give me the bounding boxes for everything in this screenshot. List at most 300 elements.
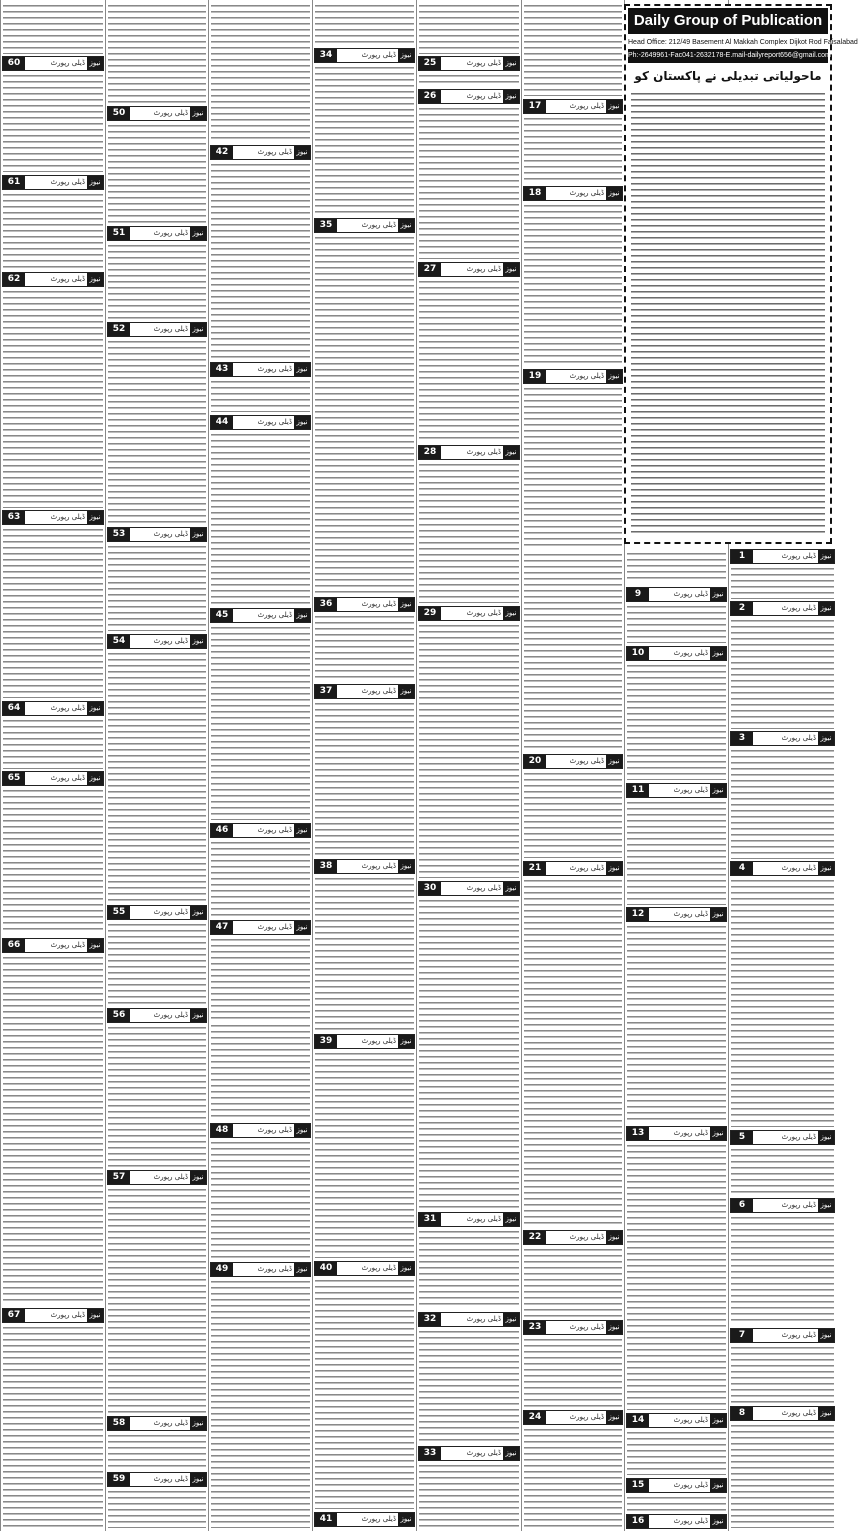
- section-label: ڈیلی رپورٹ: [569, 102, 604, 110]
- article-text: [315, 64, 414, 216]
- section-tag: نیوز: [710, 1515, 726, 1528]
- section-tag: نیوز: [606, 100, 622, 113]
- section-tag: نیوز: [606, 1411, 622, 1424]
- article-number: 59: [108, 1473, 130, 1486]
- article-header-19: [523, 369, 623, 384]
- article-number: 63: [3, 511, 25, 524]
- section-label: ڈیلی رپورٹ: [466, 1315, 501, 1323]
- section-label: ڈیلی رپورٹ: [781, 1201, 816, 1209]
- article-header-54: [107, 634, 207, 649]
- article-header-28: [418, 445, 520, 460]
- section-tag: نیوز: [503, 90, 519, 103]
- article-header-35: [314, 218, 415, 233]
- section-label: ڈیلی رپورٹ: [257, 418, 292, 426]
- article-header-2: [730, 601, 835, 616]
- article-text: [108, 1186, 206, 1414]
- article-text: [315, 700, 414, 856]
- article-text: [627, 799, 726, 905]
- column-6: [521, 0, 624, 1531]
- section-label: ڈیلی رپورٹ: [153, 1011, 188, 1019]
- section-tag: نیوز: [294, 146, 310, 159]
- section-tag: نیوز: [818, 862, 834, 875]
- article-number: 23: [524, 1321, 546, 1334]
- article-number: 50: [108, 107, 130, 120]
- article-number: 62: [3, 273, 25, 286]
- article-number: 33: [419, 1447, 441, 1460]
- article-text: [211, 378, 310, 412]
- article-number: 65: [3, 772, 25, 785]
- section-tag: نیوز: [190, 528, 206, 541]
- section-tag: نیوز: [190, 1009, 206, 1022]
- section-label: ڈیلی رپورٹ: [569, 372, 604, 380]
- article-header-63: [2, 510, 104, 525]
- section-label: ڈیلی رپورٹ: [781, 1331, 816, 1339]
- article-header-37: [314, 684, 415, 699]
- section-tag: نیوز: [87, 1309, 103, 1322]
- section-label: ڈیلی رپورٹ: [153, 1419, 188, 1427]
- article-text: [108, 1024, 206, 1168]
- article-number: 52: [108, 323, 130, 336]
- section-tag: نیوز: [710, 588, 726, 601]
- article-header-40: [314, 1261, 415, 1276]
- article-text: [731, 1422, 834, 1528]
- article-number: 61: [3, 176, 25, 189]
- article-header-27: [418, 262, 520, 277]
- section-label: ڈیلی رپورٹ: [466, 1449, 501, 1457]
- article-number: 28: [419, 446, 441, 459]
- article-header-57: [107, 1170, 207, 1185]
- section-tag: نیوز: [294, 609, 310, 622]
- article-text: [419, 622, 519, 878]
- section-tag: نیوز: [818, 732, 834, 745]
- article-number: 15: [627, 1479, 649, 1492]
- section-label: ڈیلی رپورٹ: [361, 600, 396, 608]
- section-tag: نیوز: [503, 263, 519, 276]
- article-text: [315, 2, 414, 46]
- article-header-44: [210, 415, 311, 430]
- article-header-15: [626, 1478, 727, 1493]
- article-text: [3, 717, 103, 769]
- section-tag: نیوز: [87, 57, 103, 70]
- article-header-45: [210, 608, 311, 623]
- article-number: 38: [315, 860, 337, 873]
- article-header-3: [730, 731, 835, 746]
- article-header-8: [730, 1406, 835, 1421]
- article-text: [3, 288, 103, 508]
- article-header-42: [210, 145, 311, 160]
- article-text: [211, 2, 310, 142]
- article-header-34: [314, 48, 415, 63]
- article-number: 4: [731, 862, 753, 875]
- section-tag: نیوز: [87, 702, 103, 715]
- article-text: [419, 1328, 519, 1444]
- article-number: 29: [419, 607, 441, 620]
- article-text: [211, 161, 310, 359]
- section-tag: نیوز: [87, 273, 103, 286]
- article-text: [524, 115, 622, 183]
- article-header-39: [314, 1034, 415, 1049]
- article-text: [419, 1462, 519, 1528]
- section-label: ڈیلی رپورٹ: [50, 704, 85, 712]
- section-tag: نیوز: [606, 1231, 622, 1244]
- section-label: ڈیلی رپورٹ: [50, 774, 85, 782]
- article-header-13: [626, 1126, 727, 1141]
- section-label: ڈیلی رپورٹ: [257, 1265, 292, 1273]
- article-header-24: [523, 1410, 623, 1425]
- section-label: ڈیلی رپورٹ: [673, 1416, 708, 1424]
- article-text: [315, 613, 414, 681]
- article-number: 37: [315, 685, 337, 698]
- section-tag: نیوز: [503, 57, 519, 70]
- section-tag: نیوز: [190, 1417, 206, 1430]
- section-label: ڈیلی رپورٹ: [361, 1037, 396, 1045]
- section-label: ڈیلی رپورٹ: [569, 189, 604, 197]
- section-tag: نیوز: [398, 49, 414, 62]
- article-header-50: [107, 106, 207, 121]
- article-number: 10: [627, 647, 649, 660]
- article-number: 41: [315, 1513, 337, 1526]
- article-number: 3: [731, 732, 753, 745]
- section-tag: نیوز: [398, 685, 414, 698]
- section-label: ڈیلی رپورٹ: [50, 941, 85, 949]
- article-number: 6: [731, 1199, 753, 1212]
- section-label: ڈیلی رپورٹ: [153, 530, 188, 538]
- section-label: ڈیلی رپورٹ: [673, 910, 708, 918]
- article-number: 36: [315, 598, 337, 611]
- section-tag: نیوز: [294, 824, 310, 837]
- section-label: ڈیلی رپورٹ: [153, 109, 188, 117]
- section-label: ڈیلی رپورٹ: [361, 687, 396, 695]
- article-text: [108, 543, 206, 631]
- article-text: [524, 202, 622, 366]
- article-number: 19: [524, 370, 546, 383]
- section-label: ڈیلی رپورٹ: [153, 637, 188, 645]
- article-text: [3, 1324, 103, 1528]
- article-number: 26: [419, 90, 441, 103]
- article-text: [419, 461, 519, 603]
- article-header-29: [418, 606, 520, 621]
- section-label: ڈیلی رپورٹ: [781, 1133, 816, 1141]
- article-header-31: [418, 1212, 520, 1227]
- article-text: [211, 1022, 310, 1120]
- article-text: [419, 1228, 519, 1308]
- article-header-49: [210, 1262, 311, 1277]
- article-text: [524, 877, 622, 1227]
- section-label: ڈیلی رپورٹ: [50, 275, 85, 283]
- section-tag: نیوز: [503, 1313, 519, 1326]
- article-text: [108, 242, 206, 320]
- article-text: [731, 1146, 834, 1194]
- section-tag: نیوز: [87, 772, 103, 785]
- section-label: ڈیلی رپورٹ: [50, 178, 85, 186]
- article-text: [419, 2, 519, 54]
- article-header-38: [314, 859, 415, 874]
- article-number: 17: [524, 100, 546, 113]
- article-text: [211, 1278, 310, 1528]
- article-header-11: [626, 783, 727, 798]
- article-header-4: [730, 861, 835, 876]
- section-tag: نیوز: [190, 906, 206, 919]
- article-text: [627, 662, 726, 780]
- article-text: [3, 72, 103, 172]
- section-tag: نیوز: [818, 1329, 834, 1342]
- section-tag: نیوز: [190, 635, 206, 648]
- section-label: ڈیلی رپورٹ: [257, 826, 292, 834]
- article-text: [3, 2, 103, 54]
- section-tag: نیوز: [818, 1131, 834, 1144]
- article-number: 58: [108, 1417, 130, 1430]
- article-header-48: [210, 1123, 311, 1138]
- masthead-box: [624, 4, 858, 544]
- article-header-59: [107, 1472, 207, 1487]
- article-number: 60: [3, 57, 25, 70]
- section-tag: نیوز: [606, 755, 622, 768]
- article-number: 47: [211, 921, 233, 934]
- section-tag: نیوز: [710, 1127, 726, 1140]
- section-tag: نیوز: [398, 860, 414, 873]
- section-tag: نیوز: [294, 416, 310, 429]
- article-number: 18: [524, 187, 546, 200]
- section-tag: نیوز: [818, 602, 834, 615]
- section-label: ڈیلی رپورٹ: [153, 908, 188, 916]
- section-tag: نیوز: [606, 862, 622, 875]
- section-label: ڈیلی رپورٹ: [466, 448, 501, 456]
- article-number: 25: [419, 57, 441, 70]
- section-label: ڈیلی رپورٹ: [50, 513, 85, 521]
- article-number: 20: [524, 755, 546, 768]
- section-label: ڈیلی رپورٹ: [673, 1517, 708, 1525]
- article-number: 48: [211, 1124, 233, 1137]
- column-2: [105, 0, 208, 1531]
- section-label: ڈیلی رپورٹ: [257, 611, 292, 619]
- section-tag: نیوز: [294, 1263, 310, 1276]
- article-text: [419, 105, 519, 259]
- section-label: ڈیلی رپورٹ: [466, 1215, 501, 1223]
- section-tag: نیوز: [398, 1035, 414, 1048]
- article-text: [627, 1429, 726, 1475]
- article-header-32: [418, 1312, 520, 1327]
- article-header-67: [2, 1308, 104, 1323]
- article-number: 24: [524, 1411, 546, 1424]
- article-number: 32: [419, 1313, 441, 1326]
- article-number: 22: [524, 1231, 546, 1244]
- article-header-41: [314, 1512, 415, 1527]
- article-text: [627, 1142, 726, 1410]
- article-number: 67: [3, 1309, 25, 1322]
- column-5: [416, 0, 521, 1531]
- article-number: 27: [419, 263, 441, 276]
- article-number: 11: [627, 784, 649, 797]
- article-text: [627, 603, 726, 643]
- article-number: 57: [108, 1171, 130, 1184]
- article-text: [419, 897, 519, 1209]
- article-text: [627, 550, 726, 582]
- article-number: 46: [211, 824, 233, 837]
- article-number: 7: [731, 1329, 753, 1342]
- article-number: 35: [315, 219, 337, 232]
- section-label: ڈیلی رپورٹ: [153, 325, 188, 333]
- article-header-18: [523, 186, 623, 201]
- article-number: 13: [627, 1127, 649, 1140]
- article-text: [731, 877, 834, 1127]
- article-text: [524, 1336, 622, 1408]
- article-number: 42: [211, 146, 233, 159]
- section-tag: نیوز: [87, 176, 103, 189]
- section-label: ڈیلی رپورٹ: [569, 1323, 604, 1331]
- article-text: [108, 921, 206, 1005]
- article-header-46: [210, 823, 311, 838]
- article-number: 43: [211, 363, 233, 376]
- section-tag: نیوز: [710, 1414, 726, 1427]
- section-label: ڈیلی رپورٹ: [466, 92, 501, 100]
- article-text: [108, 2, 206, 104]
- section-label: ڈیلی رپورٹ: [361, 1264, 396, 1272]
- article-text: [3, 787, 103, 934]
- article-number: 9: [627, 588, 649, 601]
- article-header-26: [418, 89, 520, 104]
- section-label: ڈیلی رپورٹ: [257, 148, 292, 156]
- section-tag: نیوز: [398, 1513, 414, 1526]
- article-text: [315, 234, 414, 594]
- column-4: [312, 0, 416, 1531]
- article-header-5: [730, 1130, 835, 1145]
- section-label: ڈیلی رپورٹ: [673, 649, 708, 657]
- section-label: ڈیلی رپورٹ: [257, 365, 292, 373]
- article-header-23: [523, 1320, 623, 1335]
- section-label: ڈیلی رپورٹ: [361, 1515, 396, 1523]
- section-label: ڈیلی رپورٹ: [361, 51, 396, 59]
- article-header-17: [523, 99, 623, 114]
- article-header-58: [107, 1416, 207, 1431]
- article-text: [731, 1214, 834, 1324]
- section-tag: نیوز: [190, 1171, 206, 1184]
- section-tag: نیوز: [503, 1213, 519, 1226]
- section-tag: نیوز: [190, 1473, 206, 1486]
- section-tag: نیوز: [190, 227, 206, 240]
- article-text: [524, 1246, 622, 1318]
- column-3: [208, 0, 312, 1531]
- section-label: ڈیلی رپورٹ: [361, 221, 396, 229]
- article-text: [524, 1426, 622, 1528]
- article-header-33: [418, 1446, 520, 1461]
- article-header-53: [107, 527, 207, 542]
- article-header-51: [107, 226, 207, 241]
- article-number: 39: [315, 1035, 337, 1048]
- section-tag: نیوز: [606, 187, 622, 200]
- article-number: 5: [731, 1131, 753, 1144]
- article-number: 56: [108, 1009, 130, 1022]
- section-tag: نیوز: [710, 647, 726, 660]
- section-label: ڈیلی رپورٹ: [361, 862, 396, 870]
- article-text: [419, 278, 519, 442]
- section-tag: نیوز: [503, 607, 519, 620]
- article-number: 34: [315, 49, 337, 62]
- article-text: [211, 936, 310, 1020]
- article-text: [627, 1494, 726, 1512]
- section-label: ڈیلی رپورٹ: [673, 786, 708, 794]
- article-header-30: [418, 881, 520, 896]
- lead-headline: ماحولیاتی تبدیلی نے پاکستان کو: [634, 69, 822, 83]
- section-tag: نیوز: [503, 1447, 519, 1460]
- article-header-10: [626, 646, 727, 661]
- article-header-65: [2, 771, 104, 786]
- article-number: 51: [108, 227, 130, 240]
- article-number: 55: [108, 906, 130, 919]
- section-tag: نیوز: [710, 784, 726, 797]
- article-header-62: [2, 272, 104, 287]
- section-label: ڈیلی رپورٹ: [569, 1233, 604, 1241]
- masthead-office-address: Head Office: 212/49 Basement Al Makkah Complex Dijkot Rod Faisalabad: [628, 39, 858, 46]
- section-label: ڈیلی رپورٹ: [257, 923, 292, 931]
- section-label: ڈیلی رپورٹ: [673, 1481, 708, 1489]
- masthead-title: Daily Group of Publication: [628, 8, 828, 34]
- section-tag: نیوز: [294, 363, 310, 376]
- section-tag: نیوز: [503, 882, 519, 895]
- article-text: [731, 565, 834, 599]
- section-label: ڈیلی رپورٹ: [781, 552, 816, 560]
- article-number: 8: [731, 1407, 753, 1420]
- section-tag: نیوز: [710, 908, 726, 921]
- article-number: 14: [627, 1414, 649, 1427]
- article-number: 64: [3, 702, 25, 715]
- article-text: [3, 526, 103, 698]
- column-1: [0, 0, 105, 1531]
- section-tag: نیوز: [818, 550, 834, 563]
- article-number: 53: [108, 528, 130, 541]
- article-number: 2: [731, 602, 753, 615]
- article-text: [211, 1139, 310, 1259]
- section-label: ڈیلی رپورٹ: [257, 1126, 292, 1134]
- article-header-66: [2, 938, 104, 953]
- article-number: 45: [211, 609, 233, 622]
- article-header-56: [107, 1008, 207, 1023]
- section-label: ڈیلی رپورٹ: [673, 1129, 708, 1137]
- article-header-25: [418, 56, 520, 71]
- section-label: ڈیلی رپورٹ: [466, 884, 501, 892]
- article-header-6: [730, 1198, 835, 1213]
- section-tag: نیوز: [818, 1407, 834, 1420]
- article-text: [731, 1344, 834, 1404]
- article-text: [627, 923, 726, 1123]
- article-header-9: [626, 587, 727, 602]
- article-number: 30: [419, 882, 441, 895]
- section-label: ڈیلی رپورٹ: [569, 1413, 604, 1421]
- section-tag: نیوز: [818, 1199, 834, 1212]
- article-text: [211, 431, 310, 605]
- section-label: ڈیلی رپورٹ: [466, 609, 501, 617]
- section-label: ڈیلی رپورٹ: [466, 265, 501, 273]
- section-tag: نیوز: [87, 939, 103, 952]
- section-tag: نیوز: [87, 511, 103, 524]
- section-label: ڈیلی رپورٹ: [569, 864, 604, 872]
- article-text: [108, 1488, 206, 1528]
- section-label: ڈیلی رپورٹ: [153, 1475, 188, 1483]
- section-tag: نیوز: [398, 598, 414, 611]
- article-header-16: [626, 1514, 727, 1529]
- article-text: [524, 770, 622, 858]
- masthead-contact: Ph:-2649961-Fac041-2632178-E.mail-dailyreport656@gmail.com: [628, 49, 828, 63]
- article-text: [108, 650, 206, 902]
- section-tag: نیوز: [606, 370, 622, 383]
- article-text: [211, 624, 310, 820]
- article-header-61: [2, 175, 104, 190]
- article-number: 40: [315, 1262, 337, 1275]
- article-header-55: [107, 905, 207, 920]
- article-text: [731, 617, 834, 729]
- article-text: [108, 1432, 206, 1468]
- article-text: [419, 72, 519, 86]
- article-text: [524, 2, 622, 96]
